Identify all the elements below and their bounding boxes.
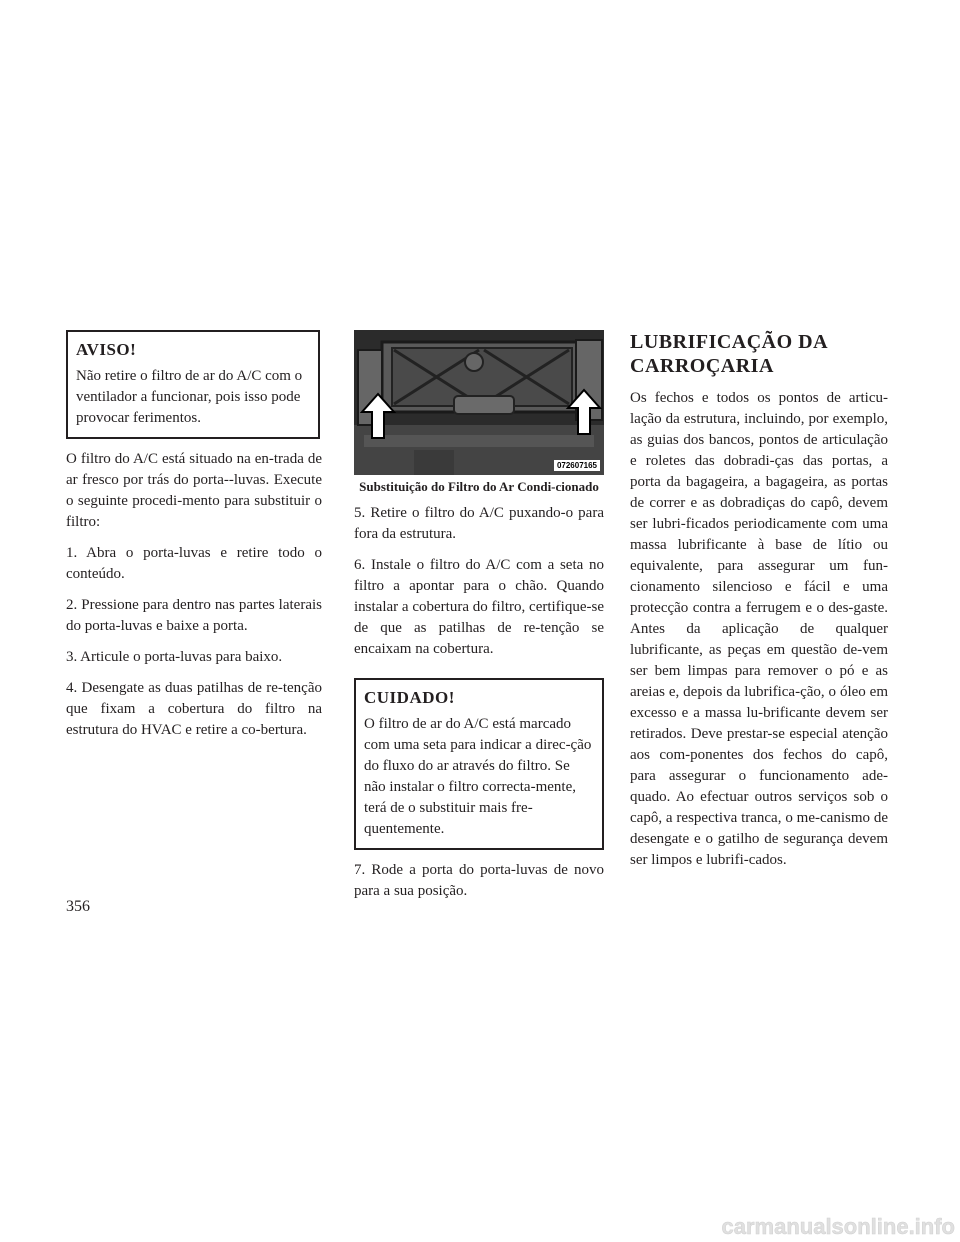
filter-photo [354,330,604,475]
step-6: 6. Instale o filtro do A/C com a seta no filtro a apontar para o chão. Quando instalar a cobertura do filtro, certifique-se de que as patilhas de re-tenção se encaixam na cobertura. [354,557,604,657]
caution-title: CUIDADO! [364,688,455,707]
page-number: 356 [66,898,90,915]
step-4: 4. Desengate as duas patilhas de re-tenção que fixam a cobertura do filtro na estrutura do HVAC e retire a co-bertura. [66,680,322,738]
caution-box [354,678,604,850]
step-7: 7. Rode a porta do porta-luvas de novo para a sua posição. [354,862,604,899]
section-title: LUBRIFICAÇÃO DA CARROÇARIA [630,331,827,377]
warning-title: AVISO! [76,340,137,359]
caution-text: O filtro de ar do A/C está marcado com uma seta para indicar a direc-ção do fluxo do ar através do filtro. Se não instalar o filtro correcta-mente, terá de o substituir mais fre-quentemente. [364,716,592,837]
svg-text:carmanualsonline.info: carmanualsonline.info [721,1214,955,1239]
figure-code: 072607165 [554,460,600,471]
left-column [66,330,322,751]
intro-paragraph: O filtro do A/C está situado na en-trada de ar fresco por trás do porta--luvas. Execute o seguinte procedi-mento para substituir o filtro: [66,451,322,530]
warning-box [66,330,320,439]
section-text: Os fechos e todos os pontos de articu-lação da estrutura, incluindo, por exemplo, as guias dos bancos, pontos de articulação e roletes das dobradi-ças das portas, a porta da bagageira, a bagageira, as portas de correr e as dobradiças do capô, devem ser lubri-ficados periodicamente com uma massa lubrificante à base de lítio ou equivalente, para assegurar um fun-cionamento silencioso e fácil e uma protecção contra a ferrugem e o des-gaste. Antes da aplicação de qualquer lubrificante, as peças em questão de-vem ser bem limpas para remover o pó e as areias e, depois da lubrifica-ção, o óleo em excesso e a massa lu-brificante devem ser retirados. Deve prestar-se especial atenção aos com-ponentes dos fechos do capô, para assegurar o funcionamento ade-quado. Ao efectuar outros serviços sob o capô, a respectiva tranca, o me-canismo de desengate e o gatilho de segurança devem ser limpos e lubrifi-cados. [630,390,888,868]
figure-caption: Substituição do Filtro do Ar Condi-cionado [359,479,599,494]
step-3: 3. Articule o porta-luvas para baixo. [66,649,283,665]
step-1: 1. Abra o porta-luvas e retire todo o conteúdo. [66,545,322,582]
warning-text: Não retire o filtro de ar do A/C com o ventilador a funcionar, pois isso pode provocar ferimentos. [76,368,303,426]
right-column [630,330,888,881]
filter-photo-drawing [354,330,604,475]
step-5: 5. Retire o filtro do A/C puxando-o para fora da estrutura. [354,505,604,542]
middle-column [354,330,604,912]
watermark-logo [0,1212,960,1242]
step-2: 2. Pressione para dentro nas partes laterais do porta-luvas e baixe a porta. [66,597,322,634]
